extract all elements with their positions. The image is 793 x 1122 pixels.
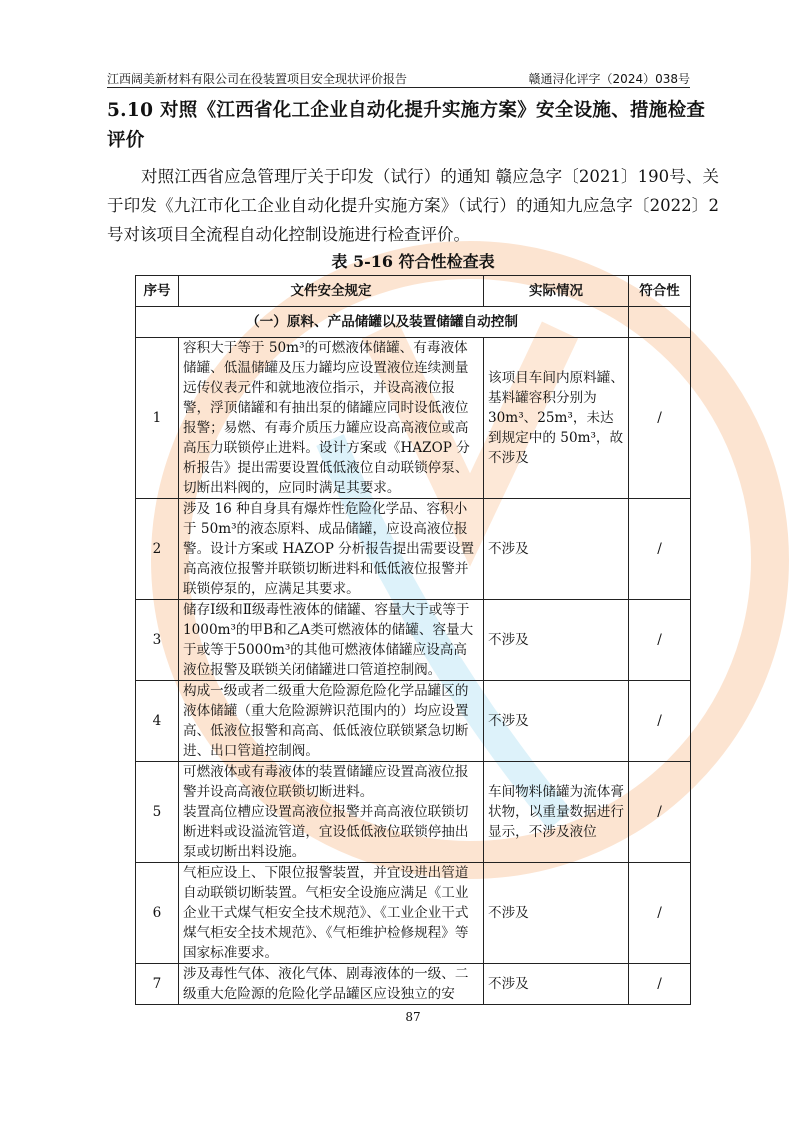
table-row [136,863,691,964]
actual-cell: 该项目车间内原料罐、基料罐容积分别为30m³、25m³，未达到规定中的 50m³，故不涉及 [484,338,629,499]
actual-cell: 不涉及 [484,681,629,762]
actual-cell: 不涉及 [484,863,629,964]
result-cell: / [629,600,691,681]
table-row [136,600,691,681]
row-number: 1 [136,338,179,499]
header-report-number: 赣通浔化评字（2024）038号 [528,72,690,86]
section-empty-cell [629,307,691,338]
section-title: 5.10 对照《江西省化工企业自动化提升实施方案》安全设施、措施检查评价 [107,100,706,151]
row-number: 5 [136,762,179,863]
actual-cell: 车间物料储罐为流体膏状物，以重量数据进行显示，不涉及液位 [484,762,629,863]
table-row [136,762,691,863]
rule-cell: 涉及 16 种自身具有爆炸性危险化学品、容积小于 50m³的液态原料、成品储罐，应设高液位报警。设计方案或 HAZOP 分析报告提出需要设置高高液位报警并联锁切断进料和低低液位报警并联锁停泵的，应满足其要求。 [179,499,484,600]
actual-cell: 不涉及 [484,499,629,600]
result-cell: / [629,762,691,863]
page-number: 87 [405,1010,421,1024]
result-cell: / [629,863,691,964]
col-header-result: 符合性 [629,276,691,307]
section-label: （一）原料、产品储罐以及装置储罐自动控制 [136,307,629,338]
row-number: 2 [136,499,179,600]
row-number: 6 [136,863,179,964]
actual-cell: 不涉及 [484,964,629,1005]
table-row [136,681,691,762]
page-header [107,68,690,88]
table-caption: 表 5-16 符合性检查表 [331,252,495,271]
rule-cell: 气柜应设上、下限位报警装置，并宜设进出管道自动联锁切断装置。气柜安全设施应满足《工业企业干式煤气柜安全技术规范》、《工业企业干式煤气柜安全技术规范》、《气柜维护检修规程》等国家标准要求。 [179,863,484,964]
rule-cell: 容积大于等于 50m³的可燃液体储罐、有毒液体储罐、低温储罐及压力罐均应设置液位连续测量远传仪表元件和就地液位指示，并设高液位报警，浮顶储罐和有抽出泵的储罐应同时设低液位报警；易燃、有毒介质压力罐应设高高液位或高高压力联锁停止进料。设计方案或《HAZOP 分析报告》提出需要设置低低液位自动联锁停泵、切断出料阀的，应同时满足其要求。 [179,338,484,499]
rule-cell: 可燃液体或有毒液体的装置储罐应设置高液位报警并设高高液位联锁切断进料。 装置高位槽应设置高液位报警并高高液位联锁切断进料或设溢流管道，宜设低低液位联锁停抽出泵或切断出料设施。 [179,762,484,863]
compliance-table [135,275,691,1005]
table-row [136,964,691,1005]
intro-paragraph: 对照江西省应急管理厅关于印发（试行）的通知 赣应急字〔2021〕190号、关于印发《九江市化工企业自动化提升实施方案》（试行）的通知九应急字〔2022〕2 号对该项目全流程自动化控制设施进行检查评价。 [107,167,719,244]
row-number: 3 [136,600,179,681]
result-cell: / [629,499,691,600]
table-row [136,499,691,600]
col-header-no: 序号 [136,276,179,307]
col-header-actual: 实际情况 [484,276,629,307]
row-number: 7 [136,964,179,1005]
result-cell: / [629,338,691,499]
page-body [107,96,719,1033]
col-header-rule: 文件安全规定 [179,276,484,307]
table-row [136,338,691,499]
header-report-title: 江西阔美新材料有限公司在役装置项目安全现状评价报告 [107,72,408,86]
result-cell: / [629,681,691,762]
row-number: 4 [136,681,179,762]
table-section-row [136,307,691,338]
table-header-row [136,276,691,307]
actual-cell: 不涉及 [484,600,629,681]
rule-cell: 涉及毒性气体、液化气体、剧毒液体的一级、二级重大危险源的危险化学品罐区应设独立的安 [179,964,484,1005]
result-cell: / [629,964,691,1005]
rule-cell: 构成一级或者二级重大危险源危险化学品罐区的液体储罐（重大危险源辨识范围内的）均应设置高、低液位报警和高高、低低液位联锁紧急切断进、出口管道控制阀。 [179,681,484,762]
rule-cell: 储存Ⅰ级和Ⅱ级毒性液体的储罐、容量大于或等于1000m³的甲B和乙A类可燃液体的储罐、容量大于或等于5000m³的其他可燃液体储罐应设高高液位报警及联锁关闭储罐进口管道控制阀。 [179,600,484,681]
